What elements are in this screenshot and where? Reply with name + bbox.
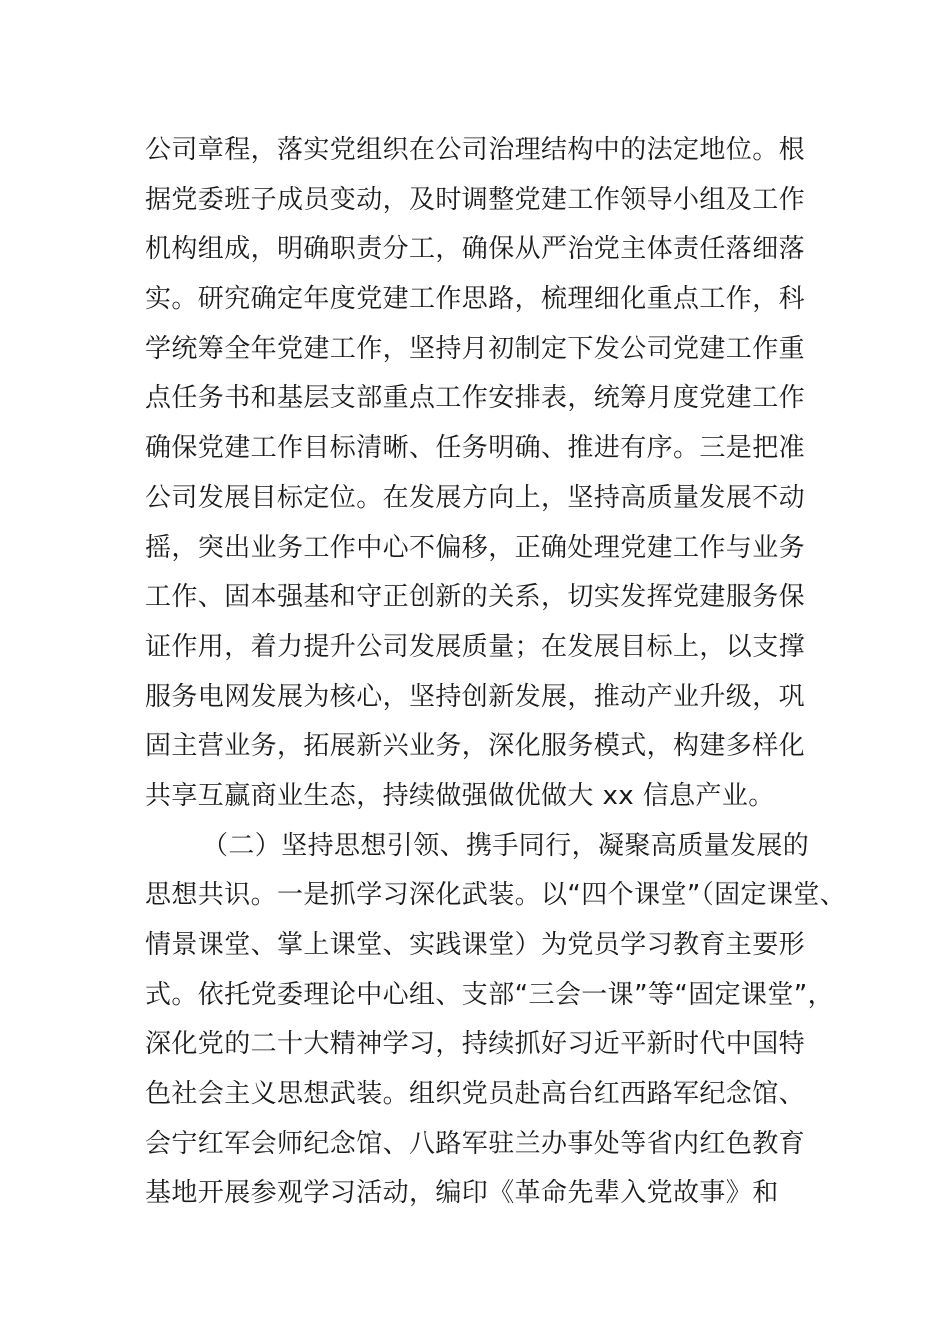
text-line: 情景课堂、掌上课堂、实践课堂）为党员学习教育主要形 (145, 930, 806, 960)
text-line: 工作、固本强基和守正创新的关系，切实发挥党建服务保 (145, 582, 806, 613)
text-line: 思想共识。一是抓学习深化武装。以“四个课堂”（固定课堂、 (145, 880, 847, 911)
text-line: 色社会主义思想武装。组织党员赴高台红西路军纪念馆、 (145, 1079, 806, 1110)
text-line: 深化党的二十大精神学习，持续抓好习近平新时代中国特 (145, 1029, 806, 1060)
text-line: 式。依托党委理论中心组、支部“三会一课”等“固定课堂”， (145, 979, 835, 1010)
text-line: 确保党建工作目标清晰、任务明确、推进有序。三是把准 (145, 433, 806, 464)
text-line: 固主营业务，拓展新兴业务，深化服务模式，构建多样化 (145, 731, 806, 762)
text-line: 摇，突出业务工作中心不偏移，正确处理党建工作与业务 (145, 532, 806, 563)
text-line: 公司章程，落实党组织在公司治理结构中的法定地位。根 (145, 135, 806, 165)
body-text (145, 126, 845, 1219)
text-line: 学统筹全年党建工作，坚持月初制定下发公司党建工作重 (145, 333, 806, 364)
text-line: 证作用，着力提升公司发展质量；在发展目标上，以支撑 (145, 631, 806, 662)
text-line: 共享互赢商业生态，持续做强做优做大 xx 信息产业。 (145, 780, 775, 811)
section-heading-line: （二）坚持思想引领、携手同行，凝聚高质量发展的 (202, 830, 810, 861)
text-line: 公司发展目标定位。在发展方向上，坚持高质量发展不动 (145, 482, 806, 513)
text-line: 据党委班子成员变动，及时调整党建工作领导小组及工作 (145, 184, 806, 215)
text-line: 实。研究确定年度党建工作思路，梳理细化重点工作，科 (145, 284, 806, 315)
text-line: 点任务书和基层支部重点工作安排表，统筹月度党建工作 (145, 383, 806, 414)
text-line: 基地开展参观学习活动，编印《革命先辈入党故事》和 (145, 1178, 779, 1209)
text-line: 服务电网发展为核心，坚持创新发展，推动产业升级，巩 (145, 681, 806, 712)
text-line: 会宁红军会师纪念馆、八路军驻兰办事处等省内红色教育 (145, 1128, 806, 1159)
text-line: 机构组成，明确职责分工，确保从严治党主体责任落细落 (145, 234, 806, 265)
